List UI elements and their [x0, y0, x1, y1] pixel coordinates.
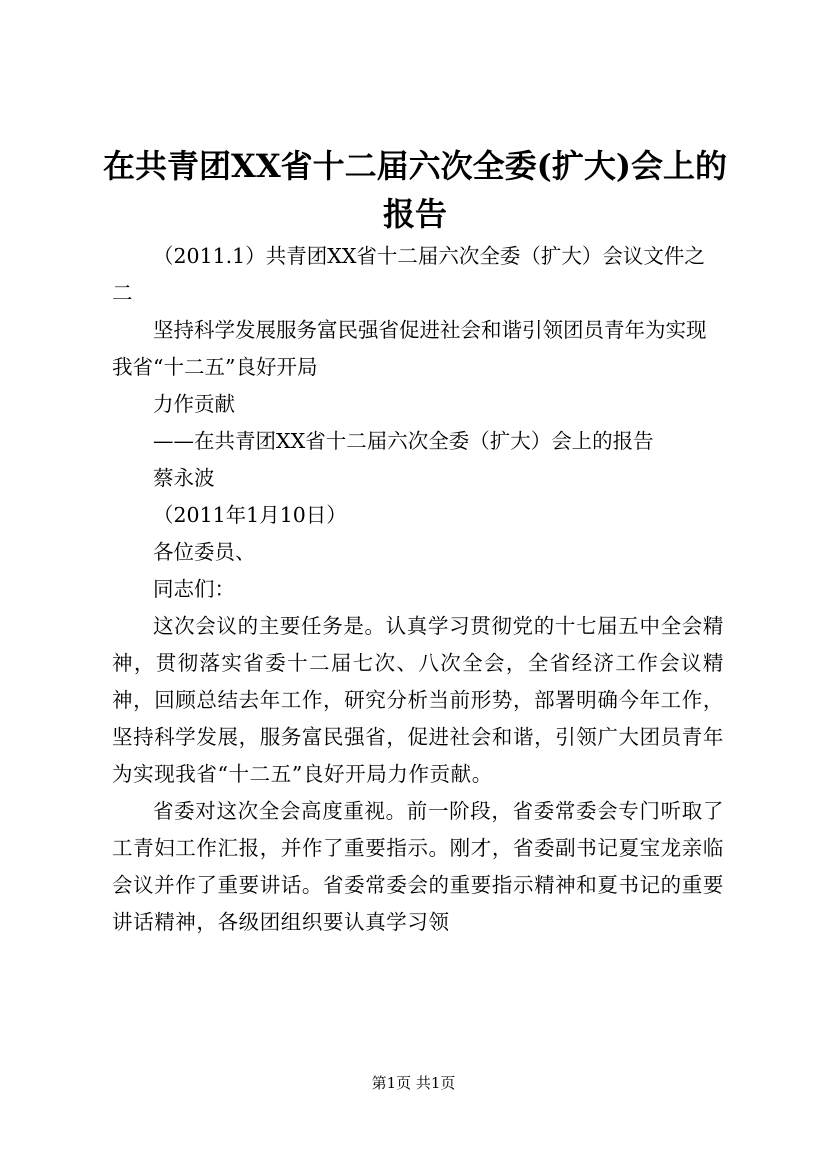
document-title: 在共青团XX省十二届六次全委(扩大)会上的报告: [103, 147, 727, 233]
body-paragraph: 省委对这次全会高度重视。前一阶段，省委常委会专门听取了工青妇工作汇报，并作了重要指示。刚才，省委副书记夏宝龙亲临会议并作了重要讲话。省委常委会的重要指示精神和夏书记的重要讲话精神，各级团组织要认真学习领: [112, 799, 724, 934]
subtitle-line: （2011.1）共青团XX省十二届六次全委（扩大）会议文件之二: [112, 244, 705, 305]
page-footer: 第1页 共1页: [371, 1074, 456, 1092]
body-paragraph: 这次会议的主要任务是。认真学习贯彻党的十七届五中全会精神，贯彻落实省委十二届七次、八次全会，全省经济工作会议精神，回顾总结去年工作，研究分析当前形势，部署明确今年工作，坚持科学发展，服务富民强省，促进社会和谐，引领广大团员青年为实现我省“十二五”良好开局力作贡献。: [112, 614, 724, 786]
salutation-members: 各位委员、: [153, 540, 256, 564]
report-line: ——在共青团XX省十二届六次全委（扩大）会上的报告: [153, 429, 654, 453]
document-body: [112, 238, 724, 941]
salutation-comrades: 同志们：: [153, 577, 235, 601]
report-date: （2011年1月10日）: [153, 503, 347, 527]
author-name: 蔡永波: [153, 466, 215, 490]
theme-line-continued: 力作贡献: [153, 392, 235, 416]
theme-line: 坚持科学发展服务富民强省促进社会和谐引领团员青年为实现我省“十二五”良好开局: [112, 318, 707, 379]
